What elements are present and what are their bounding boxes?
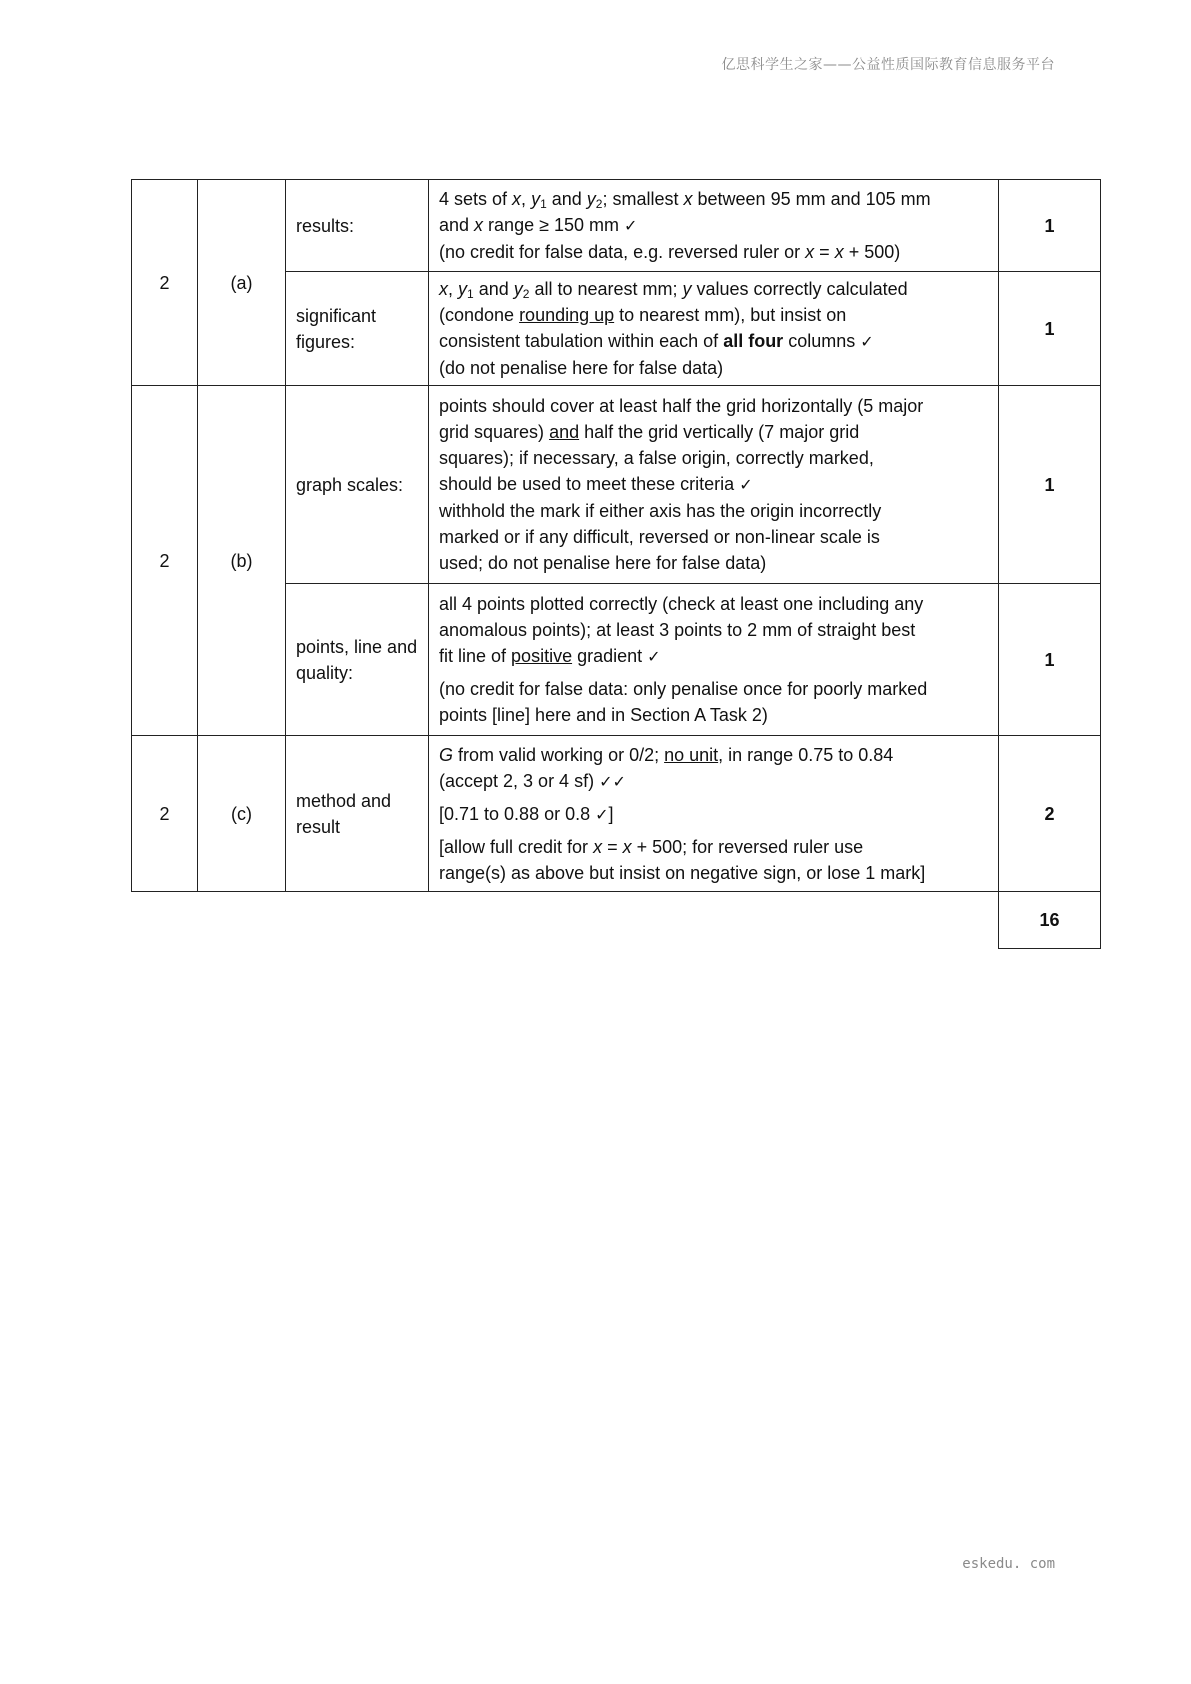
tick-icon: ✓ <box>624 216 638 235</box>
question-part: (c) <box>198 736 286 892</box>
criterion-label: points, line and quality: <box>286 584 429 736</box>
mark-value: 1 <box>999 584 1101 736</box>
criterion-label: graph scales: <box>286 386 429 584</box>
criterion-description: 4 sets of x, $y_1$ and $y_2$; smallest x between 95 mm and 105 mm and x range ≥ 150 mm ✓ (no credit for false data, e.g. reversed ruler or x = x + 500) <box>429 180 999 272</box>
criterion-description: points should cover at least half the grid horizontally (5 major grid squares) and half the grid vertically (7 major grid squares); if necessary, a false origin, correctly marked, should be used to meet these criteria ✓ withhold the mark if either axis has the origin incorrectly marked or if any difficult, reversed or non-linear scale is used; do not penalise here for false data) <box>429 386 999 584</box>
table-row <box>132 386 1101 584</box>
criterion-description: x, $y_1$ and $y_2$ all to nearest mm; y values correctly calculated (condone rounding up to nearest mm), but insist on consistent tabulation within each of all four columns ✓ (do not penalise here for false data) <box>429 272 999 386</box>
tick-icon: ✓ <box>595 804 609 824</box>
question-number: 2 <box>132 386 198 736</box>
page-footer: eskedu. com <box>962 1556 1055 1572</box>
mark-value: 1 <box>999 180 1101 272</box>
criterion-description: G from valid working or 0/2; no unit, in range 0.75 to 0.84 (accept 2, 3 or 4 sf) ✓✓ [0.71 to 0.88 or 0.8 ✓] [allow full credit for x = x + 500; for reversed ruler use range(s) as above but insist on negative sign, or lose 1 mark] <box>429 736 999 892</box>
question-part: (a) <box>198 180 286 386</box>
tick-icon: ✓ <box>739 475 753 494</box>
question-number: 2 <box>132 736 198 892</box>
double-tick-icon: ✓✓ <box>599 771 626 791</box>
mark-value: 1 <box>999 272 1101 386</box>
question-part: (b) <box>198 386 286 736</box>
mark-scheme-table <box>131 179 1101 949</box>
question-number: 2 <box>132 180 198 386</box>
tick-icon: ✓ <box>647 647 661 666</box>
criterion-label: method and result <box>286 736 429 892</box>
table-row <box>132 736 1101 892</box>
tick-icon: ✓ <box>860 332 874 351</box>
mark-value: 2 <box>999 736 1101 892</box>
criterion-label: results: <box>286 180 429 272</box>
criterion-description: all 4 points plotted correctly (check at least one including any anomalous points); at least 3 points to 2 mm of straight best fit line of positive gradient ✓ (no credit for false data: only penalise once for poorly marked points [line] here and in Section A Task 2) <box>429 584 999 736</box>
criterion-label: significant figures: <box>286 272 429 386</box>
table-row <box>132 180 1101 272</box>
total-marks: 16 <box>999 892 1101 949</box>
mark-value: 1 <box>999 386 1101 584</box>
total-row <box>132 892 1101 949</box>
page-header: 亿思科学生之家——公益性质国际教育信息服务平台 <box>721 57 1055 73</box>
